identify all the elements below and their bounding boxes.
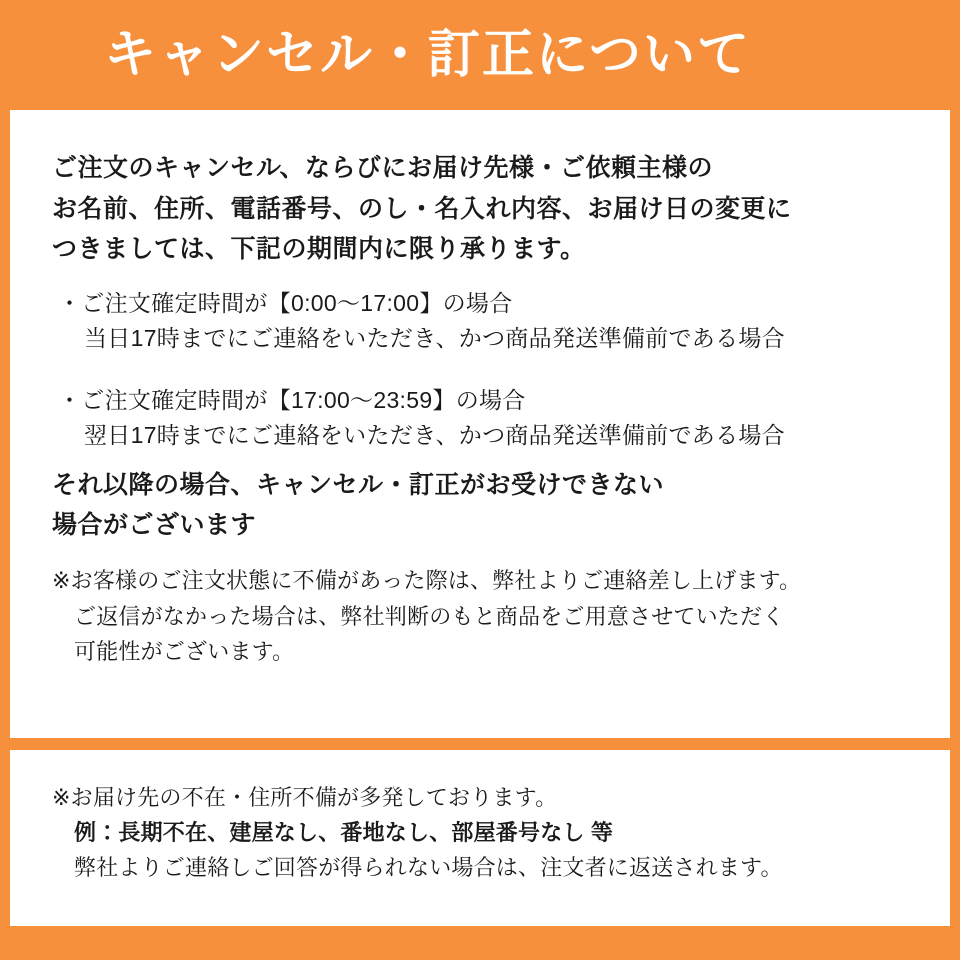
emphasis-line-2: 場合がございます	[52, 510, 257, 539]
bottom-line-1: ※お届け先の不在・住所不備が多発しております。	[52, 785, 558, 810]
lead-line-2: お名前、住所、電話番号、のし・名入れ内容、お届け日の変更に	[52, 194, 792, 223]
emphasis-line-1: それ以降の場合、キャンセル・訂正がお受けできない	[52, 471, 665, 500]
note-line-1: ※お客様のご注文状態に不備があった際は、弊社よりご連絡差し上げます。	[52, 568, 802, 594]
footer-strip	[0, 926, 960, 950]
main-panel	[10, 110, 950, 738]
header-banner	[0, 0, 960, 110]
bottom-line-3: 弊社よりご連絡しご回答が得られない場合は、注文者に返送されます。	[74, 855, 783, 881]
lead-line-3: つきましては、下記の期間内に限り承ります。	[52, 235, 586, 263]
panel-divider	[0, 738, 960, 750]
condition-spacer	[52, 363, 908, 383]
condition-item-1	[52, 286, 908, 357]
page-title: キャンセル・訂正について	[104, 26, 751, 84]
lead-paragraph	[52, 148, 908, 270]
bottom-panel	[10, 750, 950, 926]
condition-1-detail: 当日17時までにご連絡をいただき、かつ商品発送準備前である場合	[84, 325, 785, 352]
lead-line-1: ご注文のキャンセル、ならびにお届け先様・ご依頼主様の	[52, 154, 714, 182]
condition-1-title: ・ご注文確定時間が【0:00〜17:00】の場合	[58, 289, 513, 316]
emphasis-paragraph	[52, 466, 908, 545]
note-line-2: ご返信がなかった場合は、弊社判断のもと商品をご用意させていただく	[74, 603, 785, 629]
bottom-line-2-example: 例：長期不在、建屋なし、番地なし、部屋番号なし 等	[74, 820, 614, 846]
condition-item-2	[52, 383, 908, 454]
note-paragraph	[52, 563, 908, 670]
condition-2-title: ・ご注文確定時間が【17:00〜23:59】の場合	[58, 386, 526, 413]
note-line-3: 可能性がございます。	[74, 639, 295, 665]
condition-2-detail: 翌日17時までにご連絡をいただき、かつ商品発送準備前である場合	[84, 422, 785, 449]
